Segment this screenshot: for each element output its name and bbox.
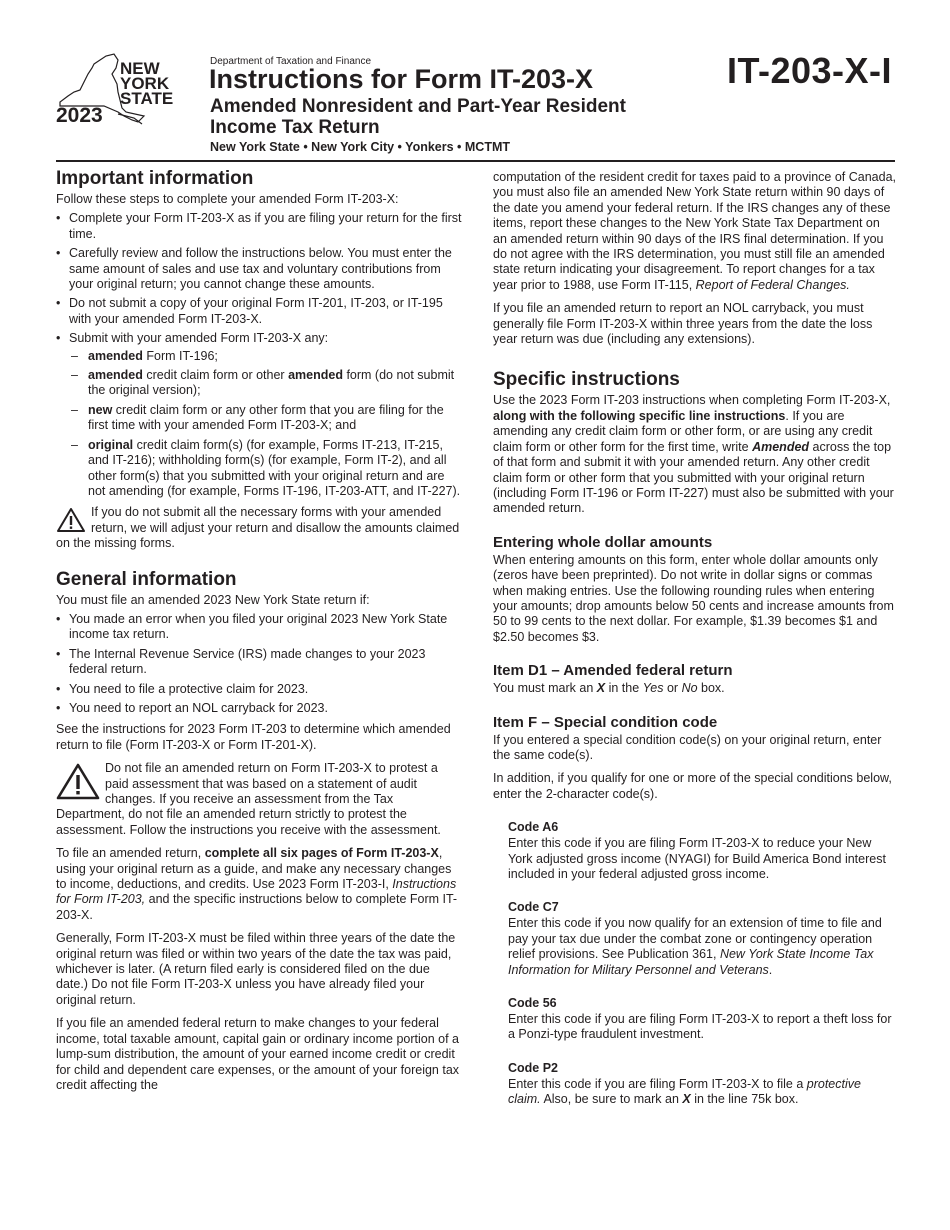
important-heading: Important information bbox=[56, 168, 254, 189]
list-item bbox=[69, 438, 462, 500]
form-code: IT-203-X-I bbox=[727, 50, 893, 91]
right-column bbox=[493, 170, 897, 1116]
subtitle-line-1: Amended Nonresident and Part-Year Resident bbox=[210, 96, 626, 117]
item-f-heading: Item F – Special condition code bbox=[493, 713, 718, 731]
whole-dollar-paragraph: When entering amounts on this form, enter whole dollar amounts only (zeros have been preprinted). Do not write in dollar signs or commas when making entries. Use the following rounding rules when entering your amounts; drop amounts below 50 cents and increase amounts from 50 to 99 cents to the next dollar. For example, $1.39 becomes $1 and $2.50 becomes $3. bbox=[493, 552, 894, 644]
code-heading: Code A6 bbox=[508, 820, 559, 835]
submit-forms-list bbox=[69, 349, 462, 500]
list-item-text: Submit with your amended Form IT-203-X any: bbox=[69, 331, 329, 346]
list-item: • Complete your Form IT-203-X as if you are filing your return for the first time. bbox=[56, 211, 462, 242]
item-f-paragraph: In addition, if you qualify for one or more of the special conditions below, enter the 2-character code(s). bbox=[493, 771, 892, 801]
list-item bbox=[56, 331, 462, 499]
general-intro: You must file an amended 2023 New York State return if: bbox=[56, 592, 370, 607]
emphasis: complete all six pages of Form IT-203-X bbox=[204, 846, 439, 861]
paragraph-text: You must mark an bbox=[493, 681, 597, 696]
general-paragraph bbox=[56, 846, 462, 923]
item-f-paragraph: If you entered a special condition code(s) on your original return, enter the same code(s). bbox=[493, 732, 882, 762]
code-heading: Code P2 bbox=[508, 1060, 559, 1075]
general-paragraph-continued bbox=[493, 170, 897, 293]
emphasis: Amended bbox=[752, 439, 810, 454]
important-intro: Follow these steps to complete your amended Form IT-203-X: bbox=[56, 192, 399, 206]
emphasis: protective claim. bbox=[508, 1076, 861, 1107]
code-description: Enter this code if you are filing Form IT-203-X to report a theft loss for a Ponzi-type fraudulent investment. bbox=[508, 1012, 892, 1042]
list-item bbox=[69, 368, 462, 399]
warning-text: If you do not submit all the necessary forms with your amended return, we will adjust your return and disallow the amounts claimed on the missing forms. bbox=[56, 505, 460, 551]
emphasis: X bbox=[596, 681, 606, 696]
emphasis: original bbox=[88, 437, 134, 452]
code-heading: Code C7 bbox=[508, 900, 559, 915]
list-item: • You need to report an NOL carryback for 2023. bbox=[56, 701, 462, 716]
header-divider bbox=[56, 160, 895, 162]
list-item bbox=[69, 403, 462, 434]
list-item: • You made an error when you filed your original 2023 New York State income tax return. bbox=[56, 612, 462, 643]
paragraph-text: box. bbox=[697, 681, 725, 696]
logo-word-york: YORK bbox=[120, 74, 170, 93]
emphasis: amended bbox=[88, 348, 143, 363]
general-paragraph: If you file an amended return to report an NOL carryback, you must generally file Form IT-203-X within three years from the date the loss year return was due (including any extensions). bbox=[493, 301, 873, 347]
special-codes bbox=[508, 810, 897, 1107]
paragraph-text: Also, be sure to mark an bbox=[540, 1092, 683, 1107]
left-column bbox=[56, 168, 462, 1093]
list-item: • Do not submit a copy of your original Form IT-201, IT-203, or IT-195 with your amended Form IT-203-X. bbox=[56, 296, 462, 327]
list-item-text: Form IT-196; bbox=[142, 348, 218, 363]
logo-word-state: STATE bbox=[120, 89, 174, 108]
general-paragraph: Generally, Form IT-203-X must be filed within three years of the date the original return was filed or within two years of the date the tax was paid, whichever is later. (A return filed early is considered filed on the due date.) Do not file Form IT-203-X unless you have already filed your original return. bbox=[56, 931, 456, 1007]
general-heading: General information bbox=[56, 568, 237, 590]
emphasis: X bbox=[682, 1092, 691, 1107]
logo-word-new: NEW bbox=[120, 59, 160, 78]
page-title: Instructions for Form IT-203-X bbox=[209, 64, 594, 94]
paragraph-text: computation of the resident credit for taxes paid to a province of Canada, you must also file an amended New York State return within 90 days of the date you amend your federal return. If the IRS changes any of these items, report these changes to the New York State Tax Department on an amended return within 90 days of the IRS final determination. If you do not agree with the IRS determination, you must still file an amended state return indicating your disagreement. To report changes for a tax year prior to 1988, use Form IT-115, bbox=[493, 170, 897, 292]
item-d1-paragraph bbox=[493, 681, 897, 696]
publication-title: New York State Income Tax Information for Military Personnel and Veterans bbox=[508, 947, 874, 977]
list-item bbox=[69, 349, 462, 364]
logo-year: 2023 bbox=[56, 104, 103, 127]
subtitle-line-2: Income Tax Return bbox=[210, 117, 380, 138]
paragraph-text: . bbox=[768, 962, 773, 977]
paragraph-text: across the top of that form and submit it with your amended return. Any other credit claim form or other form that you submitted with your original return (including Form IT-196 or Form IT-227) must also be submitted with your amended return. bbox=[493, 439, 894, 516]
emphasis: new bbox=[88, 402, 113, 417]
list-item: • You need to file a protective claim for 2023. bbox=[56, 682, 462, 697]
paragraph-text: To file an amended return, bbox=[56, 846, 205, 861]
warning-text: Do not file an amended return on Form IT-203-X to protest a paid assessment that was based on a statement of audit changes. If you receive an assessment from the Tax Department, do not file an amended return strictly to protest the assessment. Follow the instructions you receive with the assessment. bbox=[56, 761, 441, 837]
nys-logo bbox=[54, 52, 204, 132]
emphasis: amended bbox=[288, 368, 343, 383]
jurisdictions-line: New York State • New York City • Yonkers • MCTMT bbox=[210, 140, 511, 154]
code-description bbox=[508, 916, 897, 978]
list-item: • Carefully review and follow the instructions below. You must enter the same amount of sales and use tax and voluntary contributions from your original return; you cannot change these amounts. bbox=[56, 246, 462, 292]
paragraph-text: . If you are amending any credit claim form or other form, or are using any credit claim form or other form for the first time, write bbox=[493, 408, 873, 454]
paragraph-text: Enter this code if you are filing Form IT-203-X to file a bbox=[508, 1076, 807, 1091]
paragraph-text: Enter this code if you now qualify for an extension of time to file and pay your tax due under the combat zone or contingency operation relief provisions. See Publication 361, bbox=[508, 916, 882, 962]
general-paragraph: See the instructions for 2023 Form IT-203 to determine which amended return to file (Form IT-203-X or Form IT-201-X). bbox=[56, 722, 451, 752]
publication-title: Report of Federal Changes. bbox=[695, 277, 850, 292]
paragraph-text: Use the 2023 Form IT-203 instructions when completing Form IT-203-X, bbox=[493, 393, 891, 408]
list-item-text: credit claim form or any other form that you are filing for the first time with your amended Form IT-203-X; and bbox=[88, 402, 444, 433]
department-name: Department of Taxation and Finance bbox=[210, 56, 372, 67]
warning-icon bbox=[56, 763, 100, 801]
code-heading: Code 56 bbox=[508, 996, 557, 1011]
general-list bbox=[56, 612, 462, 716]
specific-heading: Specific instructions bbox=[493, 369, 680, 391]
important-list bbox=[56, 211, 462, 499]
emphasis: Yes bbox=[642, 681, 664, 696]
paragraph-text: in the bbox=[605, 681, 643, 696]
paragraph-text: or bbox=[663, 681, 682, 696]
emphasis: along with the following specific line instructions bbox=[493, 408, 786, 423]
publication-title: Instructions for Form IT-203, bbox=[56, 877, 457, 907]
paragraph-text: , using your original return as a guide, and make any necessary changes to income, deductions, and credits. Use 2023 Form IT-203-I, bbox=[56, 846, 452, 892]
code-description: Enter this code if you are filing Form IT-203-X to reduce your New York adjusted gross income (NYAGI) for Build America Bond interest included in your federal adjusted gross income. bbox=[508, 836, 886, 881]
assessment-warning bbox=[56, 761, 462, 838]
warning-icon bbox=[56, 507, 86, 533]
specific-paragraph bbox=[493, 393, 897, 516]
missing-forms-warning bbox=[56, 505, 462, 551]
list-item-text: credit claim form(s) (for example, Forms IT-213, IT-215, and IT-216); withholding form(s) (for example, Form IT-2), and all other form(s) that you submitted with your original return and are not amending (for example, Forms IT-196, IT-203-ATT, and IT-227). bbox=[88, 437, 461, 498]
general-paragraph: If you file an amended federal return to make changes to your federal income, total taxable amount, capital gain or ordinary income portion of a lump-sum distribution, the amount of your earned income credit or credit for child and dependent care expenses, or the amount of your foreign tax credit affecting the bbox=[56, 1016, 460, 1092]
item-d1-heading: Item D1 – Amended federal return bbox=[493, 662, 733, 680]
emphasis: No bbox=[681, 681, 698, 696]
paragraph-text: and the specific instructions below to complete Form IT-203-X. bbox=[56, 892, 458, 922]
paragraph-text: in the line 75k box. bbox=[690, 1092, 799, 1107]
list-item-text: credit claim form or other bbox=[142, 368, 289, 383]
code-description bbox=[508, 1077, 897, 1108]
emphasis: amended bbox=[88, 368, 143, 383]
list-item: • The Internal Revenue Service (IRS) made changes to your 2023 federal return. bbox=[56, 647, 462, 678]
whole-dollar-heading: Entering whole dollar amounts bbox=[493, 533, 713, 551]
page-subtitle bbox=[210, 96, 626, 138]
list-item-text: form (do not submit the original version); bbox=[88, 368, 455, 398]
